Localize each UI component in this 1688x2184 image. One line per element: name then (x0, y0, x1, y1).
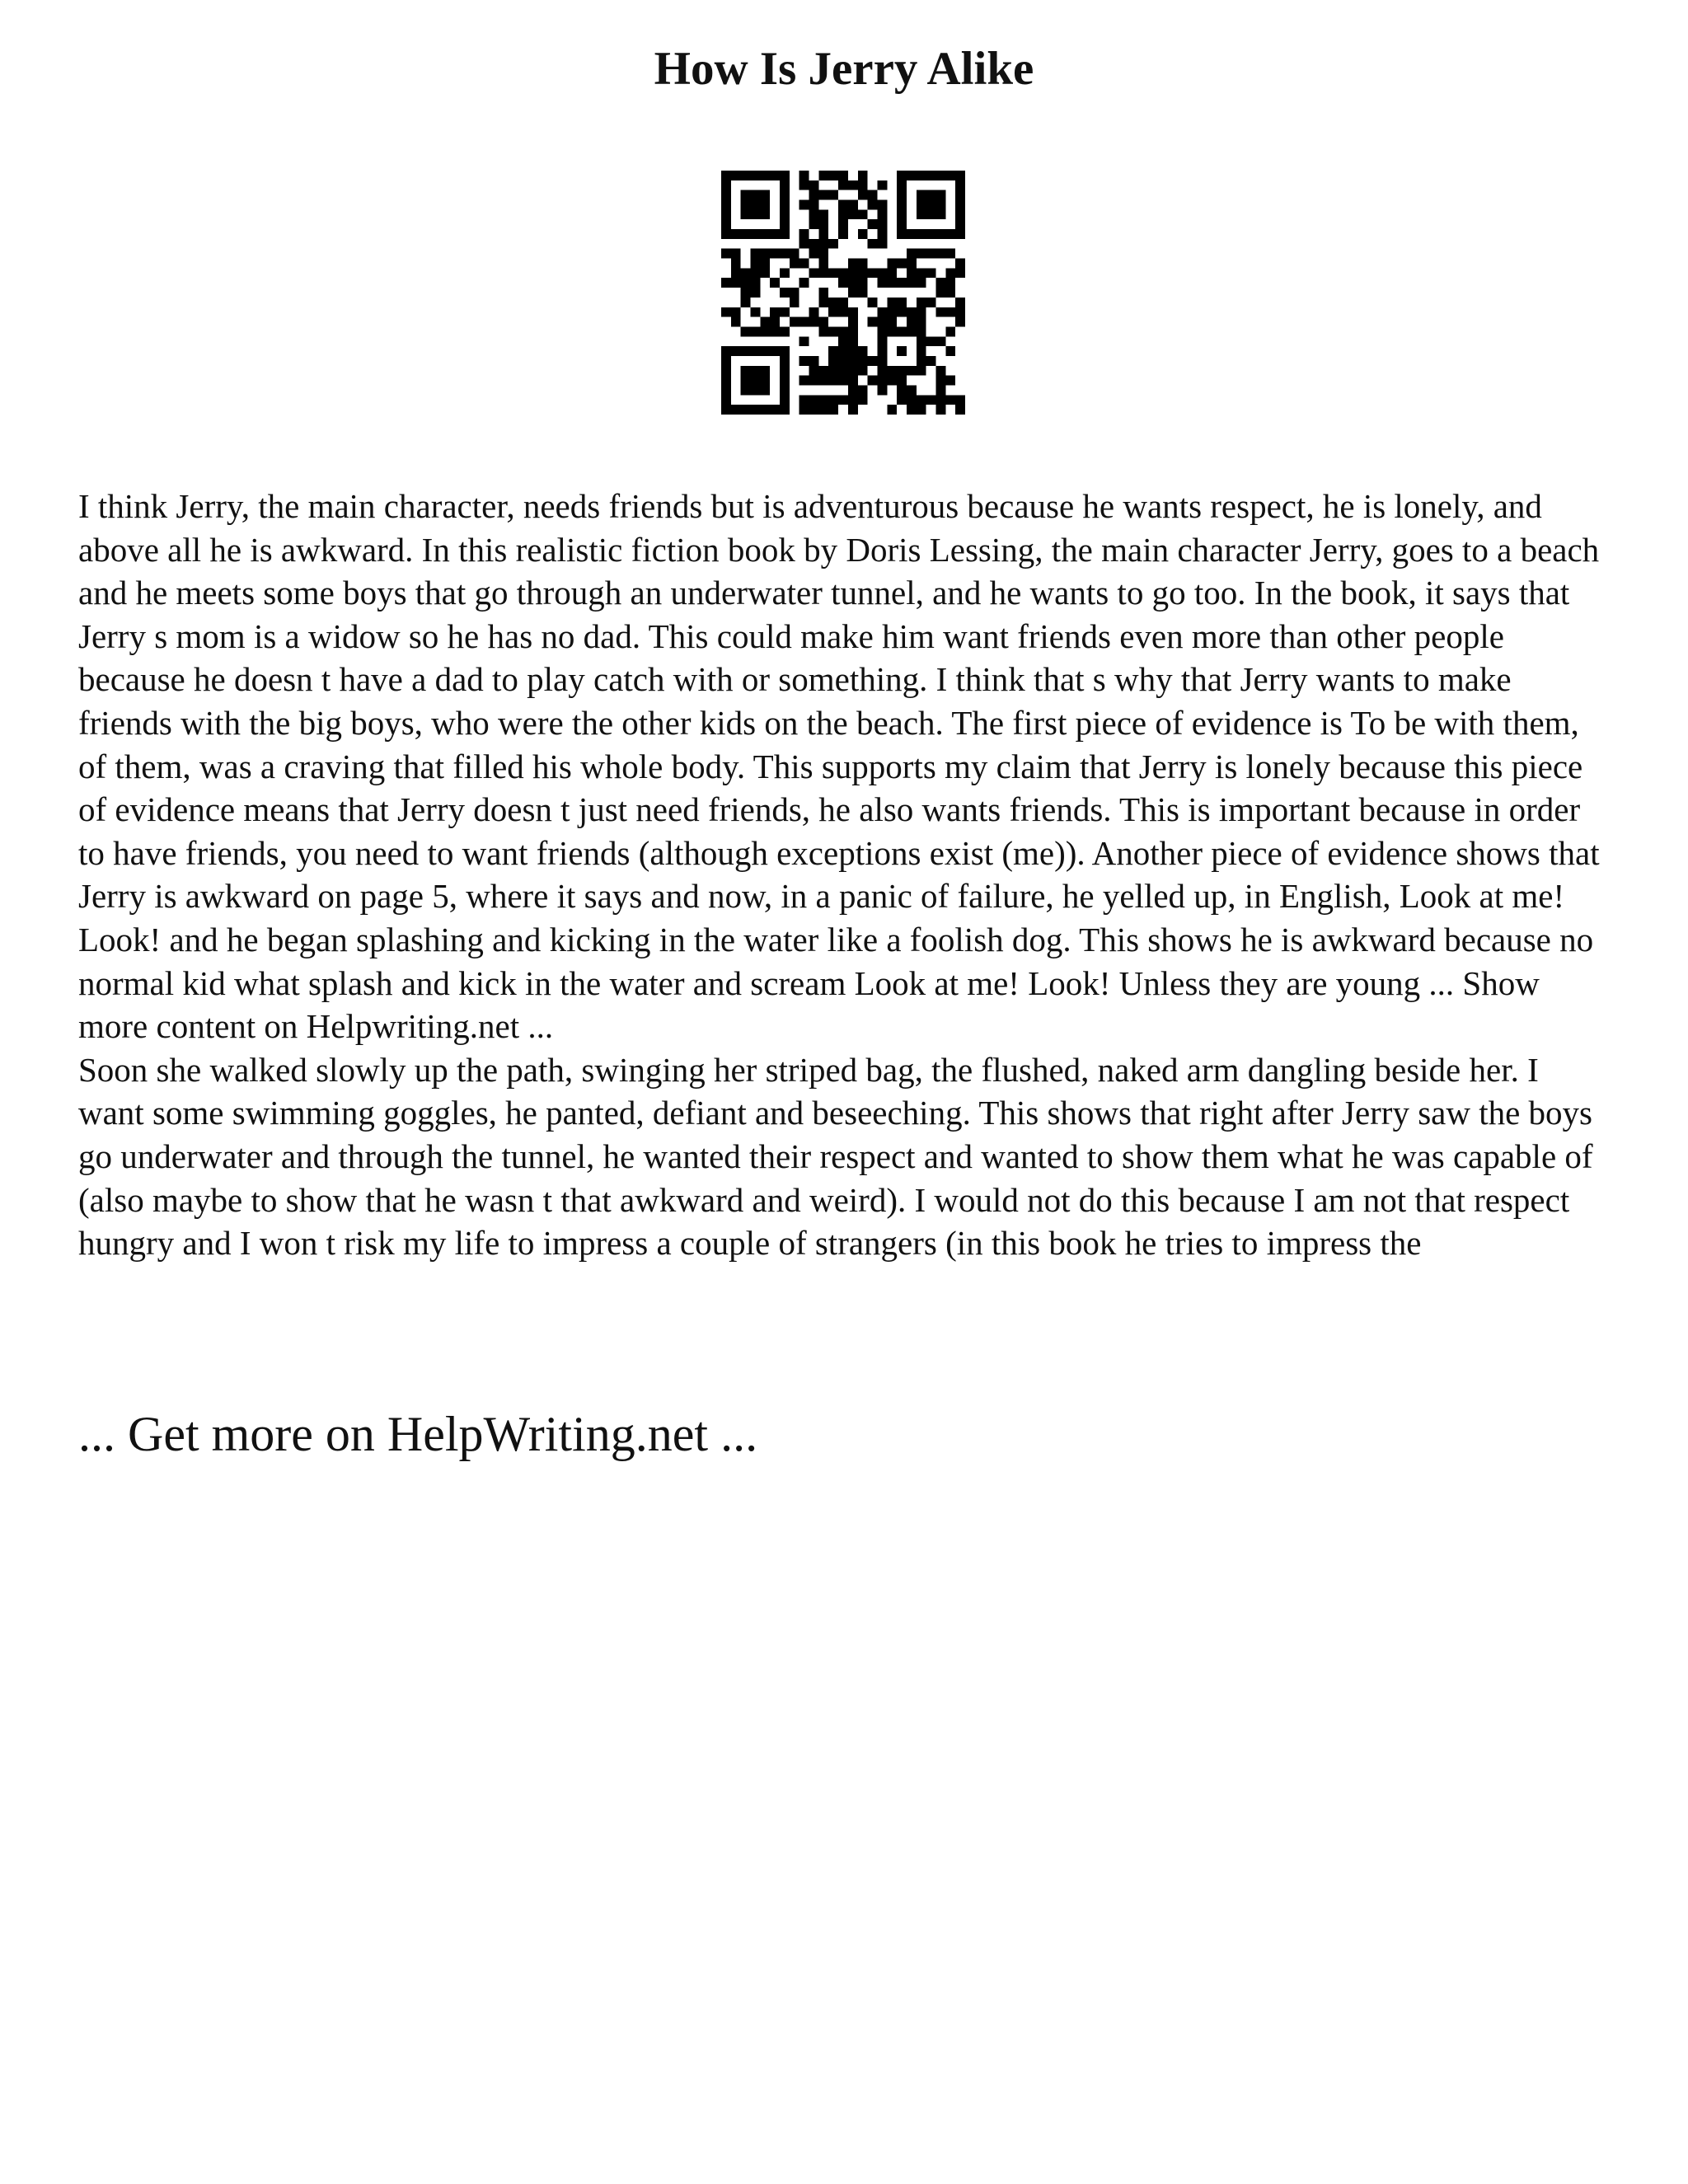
get-more-link[interactable]: ... Get more on HelpWriting.net ... (78, 1407, 758, 1461)
paragraph-1: I think Jerry, the main character, needs friends but is adventurous because he wants respect, he is lonely, and above all he is awkward. In this realistic fiction book by Doris Lessing, the main character Jerry, goes to a beach and he meets some boys that go through an underwater tunnel, and he wants to go too. In the book, it says that Jerry s mom is a widow so he has no dad. This could make him want friends even more than other people because he doesn t have a dad to play catch with or something. I think that s why that Jerry wants to make friends with the big boys, who were the other kids on the beach. The first piece of evidence is To be with them, of them, was a craving that filled his whole body. This supports my claim that Jerry is lonely because this piece of evidence means that Jerry doesn t just need friends, he also wants friends. This is important because in order to have friends, you need to want friends (although exceptions exist (me)). Another piece of evidence shows that Jerry is awkward on page 5, where it says and now, in a panic of failure, he yelled up, in English, Look at me! Look! and he began splashing and kicking in the water like a foolish dog. This shows he is awkward because no normal kid what splash and kick in the water and scream Look at me! Look! Unless they are young ... Show more content on Helpwriting.net ... (78, 487, 1600, 1046)
page-title: How Is Jerry Alike (654, 43, 1034, 95)
qr-code-icon (721, 171, 965, 415)
essay-body (78, 485, 1611, 1265)
paragraph-2: Soon she walked slowly up the path, swinging her striped bag, the flushed, naked arm dangling beside her. I want some swimming goggles, he panted, defiant and beseeching. This shows that right after Jerry saw the boys go underwater and through the tunnel, he wanted their respect and wanted to show them what he was capable of (also maybe to show that he wasn t that awkward and weird). I would not do this because I am not that respect hungry and I won t risk my life to impress a couple of strangers (in this book he tries to impress the (78, 1050, 1593, 1263)
